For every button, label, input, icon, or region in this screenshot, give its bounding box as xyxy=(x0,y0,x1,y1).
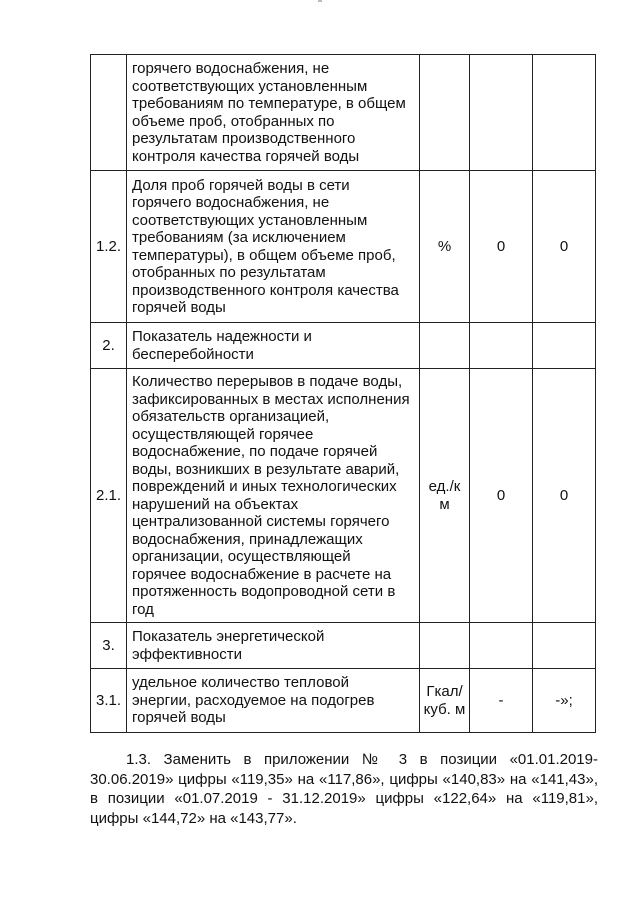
indicator-description-cell xyxy=(127,623,420,669)
indicator-description-cell xyxy=(127,171,420,323)
value-cell xyxy=(470,171,533,323)
indicator-description-text: Количество перерывов в подаче воды, зафиксированных в местах исполнения обязательств организацией, осуществляющей горячее водоснабжение, по подаче горячей воды, возникших в результате аварий, повреждений и иных технологических нарушений на объектах централизованной системы горячего водоснабжения, принадлежащих организации, осуществляющей горячее водоснабжение в расчете на протяженность водопроводной сети в год xyxy=(132,373,410,618)
indicator-description-cell xyxy=(127,369,420,623)
value-text: 0 xyxy=(496,237,506,255)
indicator-description-cell xyxy=(127,55,420,171)
row-number-cell xyxy=(91,323,127,369)
value-cell xyxy=(470,669,533,733)
row-number-text: 3. xyxy=(102,636,115,654)
row-number-text: 2. xyxy=(102,336,115,354)
value-cell xyxy=(533,623,596,669)
unit-cell xyxy=(420,369,470,623)
unit-text: % xyxy=(437,237,452,255)
row-number-cell xyxy=(91,669,127,733)
indicator-description-text: Показатель энергетической эффективности xyxy=(132,628,325,663)
value-cell xyxy=(533,669,596,733)
unit-cell xyxy=(420,323,470,369)
value-cell xyxy=(470,369,533,623)
value-text: 0 xyxy=(559,486,569,504)
value-text: -»; xyxy=(555,691,573,709)
indicator-description-text: горячего водоснабжения, не соответствующих установленным требованиям по температуре, в общем объеме проб, отобранных по результатам производственного контроля качества горячей воды xyxy=(132,60,406,165)
indicator-description-text: Доля проб горячей воды в сети горячего водоснабжения, не соответствующих установленным требованиям (за исключением температуры), в общем объеме проб, отобранных по результатам производственного контроля качества горячей воды xyxy=(132,176,399,316)
value-cell xyxy=(470,323,533,369)
unit-cell xyxy=(420,171,470,323)
row-number-text: 1.2. xyxy=(95,237,122,255)
value-text: 0 xyxy=(559,237,569,255)
value-cell xyxy=(470,55,533,171)
table-row xyxy=(91,171,596,323)
table-row xyxy=(91,369,596,623)
unit-cell xyxy=(420,55,470,171)
indicator-description-cell xyxy=(127,669,420,733)
indicator-description-cell xyxy=(127,323,420,369)
row-number-cell xyxy=(91,55,127,171)
value-cell xyxy=(533,369,596,623)
row-number-text: 3.1. xyxy=(95,691,122,709)
table-row xyxy=(91,623,596,669)
value-text: - xyxy=(498,691,504,709)
value-cell xyxy=(533,171,596,323)
row-number-cell xyxy=(91,171,127,323)
row-number-cell xyxy=(91,369,127,623)
table-row xyxy=(91,55,596,171)
unit-text: ед./к м xyxy=(428,478,461,513)
value-cell xyxy=(533,55,596,171)
amendment-paragraph xyxy=(90,750,598,828)
scan-mark xyxy=(318,0,322,2)
table-row xyxy=(91,669,596,733)
amendment-text: 1.3. Заменить в приложении № 3 в позиции «01.01.2019-30.06.2019» цифры «119,35» на «117,86», цифры «140,83» на «141,43», в позиции «01.07.2019 - 31.12.2019» цифры «122,64» на «119,81», цифры «144,72» на «143,77». xyxy=(90,751,598,827)
indicator-description-text: Показатель надежности и бесперебойности xyxy=(132,328,312,363)
value-cell xyxy=(470,623,533,669)
value-text: 0 xyxy=(496,486,506,504)
unit-text: Гкал/ куб. м xyxy=(423,683,466,718)
row-number-cell xyxy=(91,623,127,669)
value-cell xyxy=(533,323,596,369)
unit-cell xyxy=(420,669,470,733)
indicators-table xyxy=(90,54,596,733)
unit-cell xyxy=(420,623,470,669)
table-row xyxy=(91,323,596,369)
indicator-description-text: удельное количество тепловой энергии, расходуемое на подогрев горячей воды xyxy=(132,674,375,727)
row-number-text: 2.1. xyxy=(95,486,122,504)
